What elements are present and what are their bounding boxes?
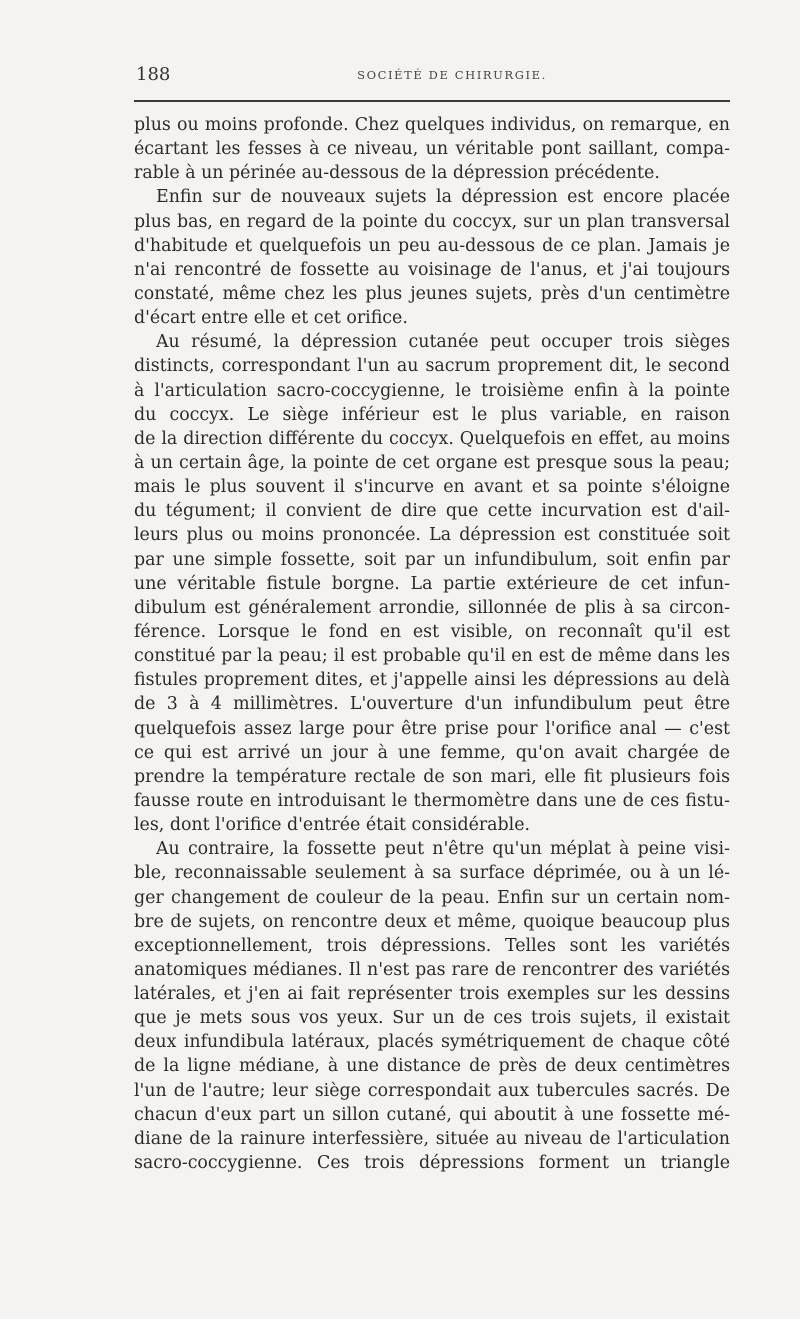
text-line: deux infundibula latéraux, placés symétriquement de chaque côté: [134, 1032, 730, 1053]
text-line: chacun d'eux part un sillon cutané, qui aboutit à une fossette mé-: [134, 1104, 730, 1125]
text-line: par une simple fossette, soit par un infundibulum, soit enfin par: [134, 549, 730, 570]
text-line: de 3 à 4 millimètres. L'ouverture d'un infundibulum peut être: [134, 694, 730, 715]
text-line: dibulum est généralement arrondie, sillonnée de plis à sa circon-: [134, 597, 730, 618]
text-line: prendre la température rectale de son mari, elle fit plusieurs fois: [134, 766, 730, 787]
text-line: constaté, même chez les plus jeunes sujets, près d'un centimètre: [134, 283, 730, 304]
text-line: rable à un périnée au-dessous de la dépression précédente.: [134, 163, 660, 184]
text-line: Au résumé, la dépression cutanée peut occuper trois sièges: [156, 332, 730, 353]
text-line: diane de la rainure interfessière, située au niveau de l'articulation: [134, 1128, 730, 1149]
text-line: Au contraire, la fossette peut n'être qu'un méplat à peine visi-: [156, 839, 730, 860]
body-text: [134, 113, 730, 1175]
text-line: fausse route en introduisant le thermomètre dans une de ces fistu-: [134, 790, 730, 811]
text-line: quelquefois assez large pour être prise pour l'orifice anal — c'est: [134, 718, 730, 739]
text-line: plus ou moins profonde. Chez quelques individus, on remarque, en: [134, 115, 730, 135]
text-line: ger changement de couleur de la peau. Enfin sur un certain nom-: [134, 887, 730, 908]
page-number: 188: [136, 64, 171, 85]
text-line: écartant les fesses à ce niveau, un véritable pont saillant, compa-: [134, 139, 730, 160]
journal-title: SOCIÉTÉ DE CHIRURGIE.: [357, 68, 547, 82]
text-line: mais le plus souvent il s'incurve en avant et sa pointe s'éloigne: [134, 477, 730, 498]
text-line: fistules proprement dites, et j'appelle ainsi les dépressions au delà: [134, 670, 730, 691]
text-line: d'habitude et quelquefois un peu au-dessous de ce plan. Jamais je: [134, 235, 730, 256]
text-line: plus bas, en regard de la pointe du coccyx, sur un plan transversal: [134, 211, 730, 232]
text-line: à l'articulation sacro-coccygienne, le troisième enfin à la pointe: [134, 380, 730, 401]
text-line: à un certain âge, la pointe de cet organe est presque sous la peau;: [134, 452, 730, 473]
text-line: d'écart entre elle et cet orifice.: [134, 308, 408, 329]
text-line: exceptionnellement, trois dépressions. Telles sont les variétés: [134, 935, 730, 956]
text-line: leurs plus ou moins prononcée. La dépression est constituée soit: [134, 525, 730, 546]
text-line: n'ai rencontré de fossette au voisinage de l'anus, et j'ai toujours: [134, 259, 730, 280]
running-head: [134, 62, 730, 92]
text-line: de la ligne médiane, à une distance de près de deux centimètres: [134, 1056, 730, 1077]
text-line: les, dont l'orifice d'entrée était considérable.: [134, 815, 531, 836]
text-line: une véritable fistule borgne. La partie extérieure de cet infun-: [134, 573, 730, 594]
text-line: bre de sujets, on rencontre deux et même, quoique beaucoup plus: [134, 911, 730, 932]
text-line: que je mets sous vos yeux. Sur un de ces trois sujets, il existait: [134, 1008, 730, 1029]
text-line: ce qui est arrivé un jour à une femme, qu'on avait chargée de: [134, 742, 730, 763]
text-line: de la direction différente du coccyx. Quelquefois en effet, au moins: [134, 428, 730, 449]
text-line: du coccyx. Le siège inférieur est le plus variable, en raison: [134, 404, 730, 425]
text-line: constitué par la peau; il est probable qu'il en est de même dans les: [134, 646, 730, 667]
text-line: ble, reconnaissable seulement à sa surface déprimée, ou à un lé-: [134, 863, 730, 884]
text-line: distincts, correspondant l'un au sacrum proprement dit, le second: [134, 356, 730, 377]
text-line: férence. Lorsque le fond en est visible, on reconnaît qu'il est: [134, 621, 730, 642]
text-line: du tégument; il convient de dire que cette incurvation est d'ail-: [134, 501, 730, 522]
header-rule: [134, 100, 730, 102]
text-line: l'un de l'autre; leur siège correspondait aux tubercules sacrés. De: [134, 1080, 730, 1101]
text-line: anatomiques médianes. Il n'est pas rare de rencontrer des variétés: [134, 959, 730, 980]
text-line: Enfin sur de nouveaux sujets la dépression est encore placée: [156, 187, 730, 208]
text-line: latérales, et j'en ai fait représenter trois exemples sur les dessins: [134, 984, 730, 1005]
text-line: sacro-coccygienne. Ces trois dépressions forment un triangle: [134, 1153, 730, 1174]
